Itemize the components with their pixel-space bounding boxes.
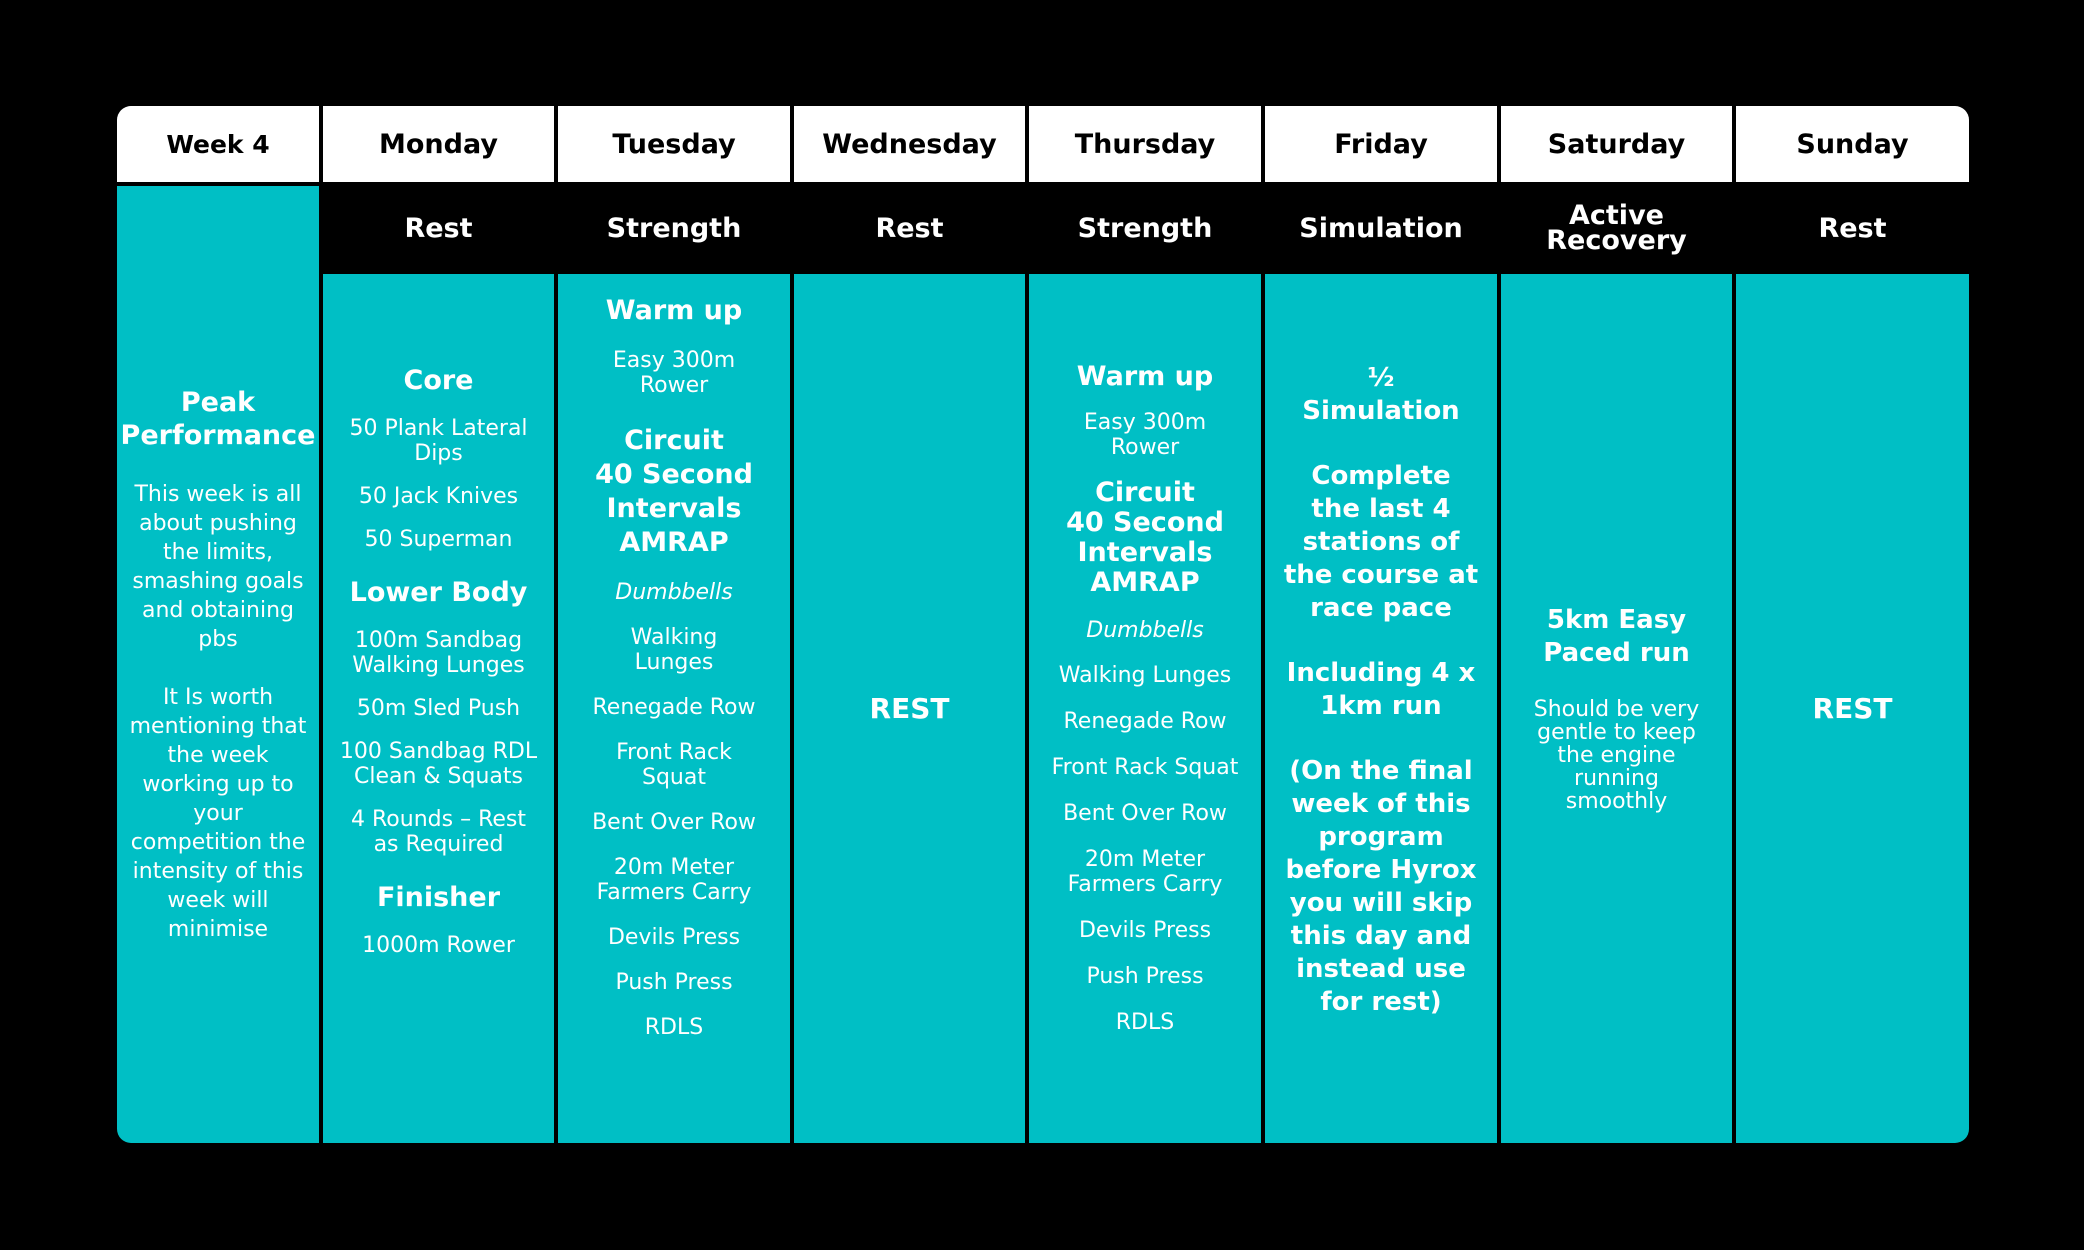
simulation-line: (On the final (1289, 756, 1473, 786)
exercise-line: Farmers Carry (1067, 872, 1223, 897)
exercise-item (365, 527, 513, 552)
exercise-item (631, 625, 718, 675)
week-description-line: week will (167, 887, 269, 913)
run-description-line: the engine (1557, 743, 1676, 768)
exercise-item (592, 810, 756, 835)
week-title-line: Peak (180, 386, 256, 418)
exercise-item (1052, 755, 1239, 780)
exercise-line: Renegade Row (1063, 709, 1227, 734)
exercise-item (1063, 709, 1226, 734)
week-description-line: This week is all (134, 481, 302, 507)
simulation-line: week of this (1291, 789, 1471, 819)
equipment-label: Dumbbells (1086, 618, 1204, 643)
exercise-line: 1000m Rower (362, 933, 515, 958)
run-description-line: Should be very (1533, 697, 1700, 722)
run-description-line: running (1574, 766, 1659, 791)
exercise-line: Lunges (634, 650, 714, 675)
session-type-thursday: Strength (1029, 186, 1261, 270)
exercise-line: Bent Over Row (592, 810, 756, 835)
circuit-line: 40 Second (595, 459, 753, 490)
exercise-item (340, 739, 537, 789)
exercise-line: Dips (414, 441, 463, 466)
simulation-line: the course at (1283, 560, 1479, 590)
exercise-line: Easy 300m (612, 348, 736, 373)
week-description-line: mentioning that (129, 713, 307, 739)
exercise-line: RDLS (644, 1015, 704, 1040)
circuit-line: Circuit (1095, 477, 1195, 508)
exercise-line: 20m Meter (1084, 847, 1206, 872)
day-header-saturday: Saturday (1501, 106, 1732, 182)
equipment-label: Dumbbells (615, 580, 733, 605)
exercise-line: Walking (630, 625, 718, 650)
exercise-line: RDLS (1115, 1010, 1175, 1035)
tuesday-workout-cell (558, 274, 790, 1143)
simulation-line: race pace (1310, 593, 1452, 623)
exercise-item (645, 1015, 703, 1040)
week-description-line: intensity of this (132, 858, 304, 884)
friday-workout-cell (1265, 274, 1497, 1143)
session-type-monday: Rest (323, 186, 554, 270)
week-description-line: competition the (130, 829, 306, 855)
circuit-line: Intervals (606, 493, 742, 524)
week-title-line: Performance (120, 419, 316, 451)
section-heading-circuit (1066, 478, 1224, 598)
simulation-line: program (1318, 822, 1444, 852)
session-type-saturday (1501, 186, 1732, 270)
exercise-item (1059, 663, 1231, 688)
session-type-line: Active (1569, 200, 1664, 231)
week-summary-cell (117, 186, 319, 1143)
week-description-line: and obtaining (142, 597, 294, 623)
run-heading-line: 5km Easy (1546, 605, 1687, 635)
simulation-line: this day and (1290, 921, 1472, 951)
rest-label: REST (869, 692, 950, 725)
day-header-thursday: Thursday (1029, 106, 1261, 182)
circuit-line: AMRAP (619, 527, 729, 558)
exercise-line: Rower (1110, 435, 1180, 460)
week-description-2 (130, 683, 307, 944)
session-type-line: Recovery (1546, 225, 1687, 256)
day-header-sunday: Sunday (1736, 106, 1969, 182)
simulation-final-week-note (1285, 755, 1476, 1019)
week-description-line: the week (167, 742, 269, 768)
exercise-line: Devils Press (1078, 918, 1212, 943)
exercise-line: 50 Jack Knives (358, 484, 519, 509)
exercise-line: Easy 300m (1083, 410, 1207, 435)
day-header-tuesday: Tuesday (558, 106, 790, 182)
session-type-friday: Simulation (1265, 186, 1497, 270)
exercise-item (608, 925, 740, 950)
circuit-line: Circuit (624, 425, 724, 456)
exercise-item (362, 933, 515, 958)
exercise-line: 4 Rounds – Rest (351, 807, 526, 832)
circuit-line: Intervals (1077, 537, 1213, 568)
exercise-item (1116, 1010, 1174, 1035)
exercise-line: Front Rack (616, 740, 732, 765)
week-description-line: your (193, 800, 243, 826)
exercise-line: 100m Sandbag (354, 628, 523, 653)
exercise-item (352, 628, 524, 678)
exercise-line: 20m Meter (613, 855, 735, 880)
run-description-line: smoothly (1565, 789, 1668, 814)
session-type-tuesday: Strength (558, 186, 790, 270)
exercise-item (351, 807, 526, 857)
simulation-line: you will skip (1289, 888, 1473, 918)
thursday-workout-cell (1029, 274, 1261, 1143)
rest-label: REST (1812, 692, 1893, 725)
simulation-run-note (1287, 657, 1476, 723)
day-header-friday: Friday (1265, 106, 1497, 182)
session-type-sunday: Rest (1736, 186, 1969, 270)
simulation-line: 1km run (1320, 691, 1442, 721)
exercise-line: Clean & Squats (353, 764, 523, 789)
day-header-wednesday: Wednesday (794, 106, 1025, 182)
saturday-workout-cell (1501, 274, 1732, 1143)
exercise-item (592, 695, 755, 720)
week-description-line: working up to (142, 771, 294, 797)
week-description-line: the limits, (163, 539, 273, 565)
exercise-line: 50 Plank Lateral (349, 416, 528, 441)
session-type-wednesday: Rest (794, 186, 1025, 270)
run-description-line: gentle to keep (1537, 720, 1696, 745)
exercise-item (1063, 801, 1227, 826)
section-heading-warmup: Warm up (1076, 361, 1214, 392)
exercise-item (613, 348, 735, 398)
simulation-line: instead use (1296, 954, 1466, 984)
exercise-line: Front Rack Squat (1051, 755, 1239, 780)
week-description-1 (132, 480, 303, 654)
exercise-item (357, 696, 520, 721)
exercise-item (349, 416, 527, 466)
exercise-line: Walking Lunges (1058, 663, 1232, 688)
exercise-item (615, 970, 732, 995)
week-title (121, 386, 316, 452)
week-header: Week 4 (117, 106, 319, 182)
run-description (1516, 698, 1718, 813)
run-heading-line: Paced run (1543, 638, 1690, 668)
exercise-line: Rower (639, 373, 709, 398)
wednesday-rest-cell (794, 274, 1025, 1143)
exercise-item (616, 740, 732, 790)
week-description-line: It Is worth (162, 684, 274, 710)
day-header-monday: Monday (323, 106, 554, 182)
simulation-instructions (1284, 460, 1478, 625)
exercise-line: Push Press (615, 970, 733, 995)
exercise-item (1079, 918, 1211, 943)
exercise-line: Farmers Carry (596, 880, 752, 905)
section-heading-warmup: Warm up (605, 295, 743, 326)
section-heading-finisher: Finisher (376, 882, 501, 913)
section-heading-lower-body: Lower Body (349, 577, 528, 608)
week-description-line: about pushing (139, 510, 297, 536)
section-heading-core: Core (403, 365, 474, 396)
exercise-line: Renegade Row (592, 695, 756, 720)
simulation-line: the last 4 (1311, 494, 1451, 524)
exercise-item (1084, 410, 1206, 460)
exercise-line: as Required (373, 832, 504, 857)
simulation-line: ½ (1367, 363, 1395, 393)
circuit-line: 40 Second (1066, 507, 1224, 538)
sunday-rest-cell (1736, 274, 1969, 1143)
simulation-line: stations of (1302, 527, 1460, 557)
simulation-line: before Hyrox (1285, 855, 1477, 885)
weekly-schedule-table (117, 106, 1966, 1143)
exercise-item (597, 855, 752, 905)
simulation-line: Including 4 x (1286, 658, 1476, 688)
exercise-line: Push Press (1086, 964, 1204, 989)
exercise-line: 100 Sandbag RDL (339, 739, 538, 764)
monday-workout-cell (323, 274, 554, 1143)
week-description-line: minimise (167, 916, 269, 942)
exercise-line: Bent Over Row (1063, 801, 1227, 826)
exercise-line: Devils Press (607, 925, 741, 950)
exercise-line: 50 Superman (364, 527, 513, 552)
exercise-line: 50m Sled Push (356, 696, 521, 721)
circuit-line: AMRAP (1090, 567, 1200, 598)
exercise-item (359, 484, 518, 509)
simulation-line: Simulation (1302, 396, 1460, 426)
exercise-item (1086, 964, 1203, 989)
simulation-line: Complete (1311, 461, 1451, 491)
simulation-heading (1302, 362, 1459, 428)
week-description-line: smashing goals (132, 568, 304, 594)
week-description-line: pbs (198, 626, 238, 652)
exercise-line: Walking Lunges (352, 653, 525, 678)
section-heading-circuit (595, 424, 753, 560)
exercise-item (1068, 847, 1223, 897)
simulation-line: for rest) (1320, 987, 1442, 1017)
exercise-line: Squat (642, 765, 706, 790)
run-heading (1543, 604, 1689, 670)
